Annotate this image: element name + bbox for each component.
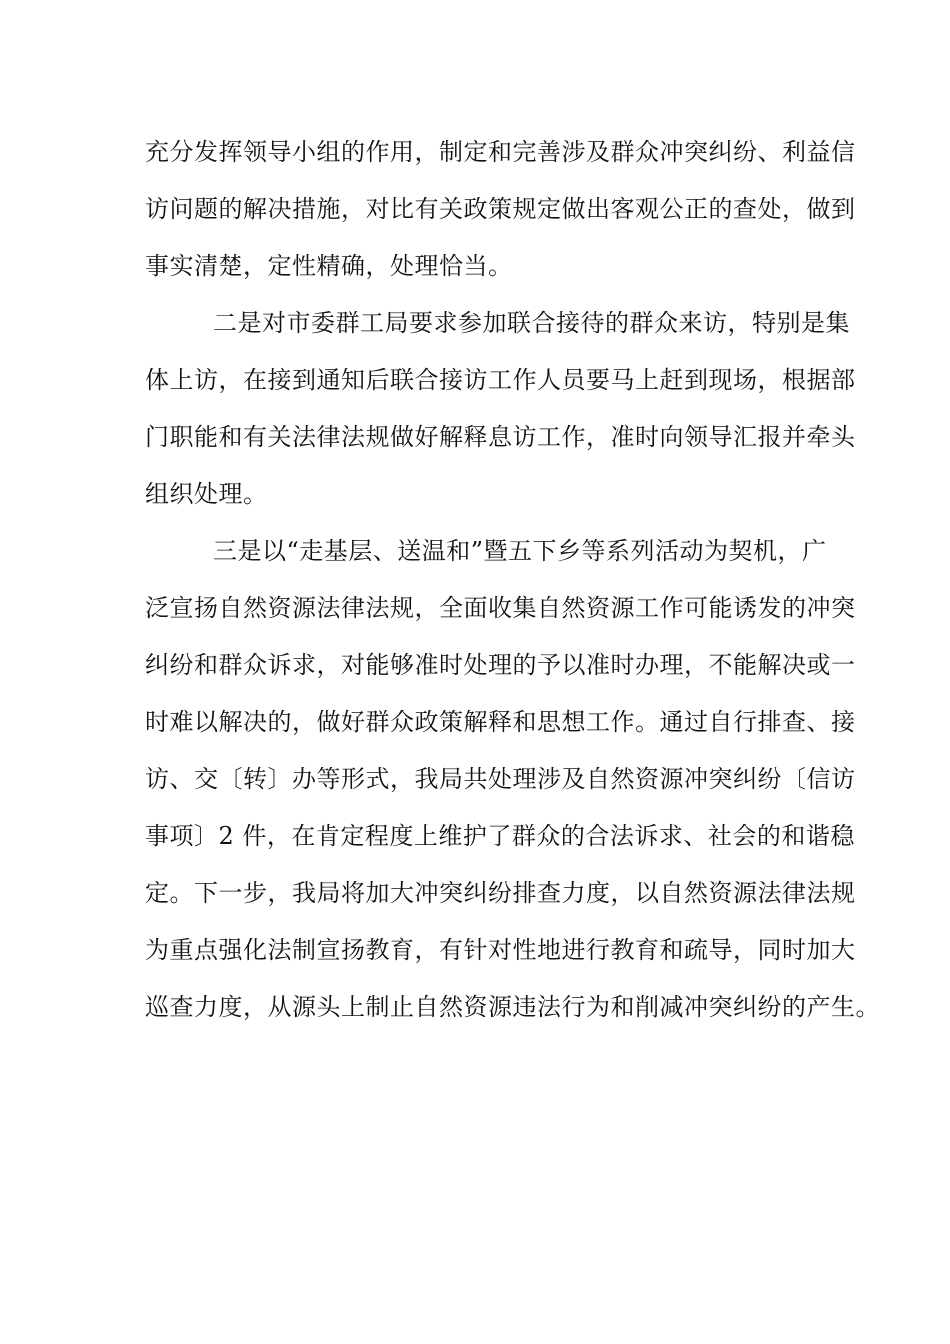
paragraph-1-line-2: 访问题的解决措施，对比有关政策规定做出客观公正的查处，做到 [145, 195, 856, 223]
paragraph-3-line-4: 时难以解决的，做好群众政策解释和思想工作。通过自行排查、接 [145, 708, 856, 736]
paragraph-3-line-8: 为重点强化法制宣扬教育，有针对性地进行教育和疏导，同时加大 [145, 936, 856, 964]
paragraph-3-line-1: 三是以“走基层、送温和”暨五下乡等系列活动为契机，广 [213, 537, 827, 565]
paragraph-1-line-3: 事实清楚，定性精确，处理恰当。 [145, 252, 513, 280]
paragraph-3-line-5: 访、交〔转〕办等形式，我局共处理涉及自然资源冲突纠纷〔信访 [145, 765, 856, 793]
paragraph-3-line-3: 纠纷和群众诉求，对能够准时处理的予以准时办理，不能解决或一 [145, 651, 856, 679]
paragraph-2-line-3: 门职能和有关法律法规做好解释息访工作，准时向领导汇报并牵头 [145, 423, 856, 451]
paragraph-3-line-9: 巡查力度，从源头上制止自然资源违法行为和削减冲突纠纷的产生。 [145, 993, 880, 1021]
paragraph-3-line-2: 泛宣扬自然资源法律法规，全面收集自然资源工作可能诱发的冲突 [145, 594, 856, 622]
paragraph-2-line-1: 二是对市委群工局要求参加联合接待的群众来访，特别是集 [213, 309, 850, 337]
paragraph-2-line-2: 体上访，在接到通知后联合接访工作人员要马上赶到现场，根据部 [145, 366, 856, 394]
paragraph-2-line-4: 组织处理。 [145, 480, 268, 508]
paragraph-3-line-7: 定。下一步，我局将加大冲突纠纷排查力度，以自然资源法律法规 [145, 879, 856, 907]
paragraph-3-line-6: 事项〕2 件，在肯定程度上维护了群众的合法诉求、社会的和谐稳 [145, 822, 855, 850]
paragraph-1-line-1: 充分发挥领导小组的作用，制定和完善涉及群众冲突纠纷、利益信 [145, 138, 856, 166]
